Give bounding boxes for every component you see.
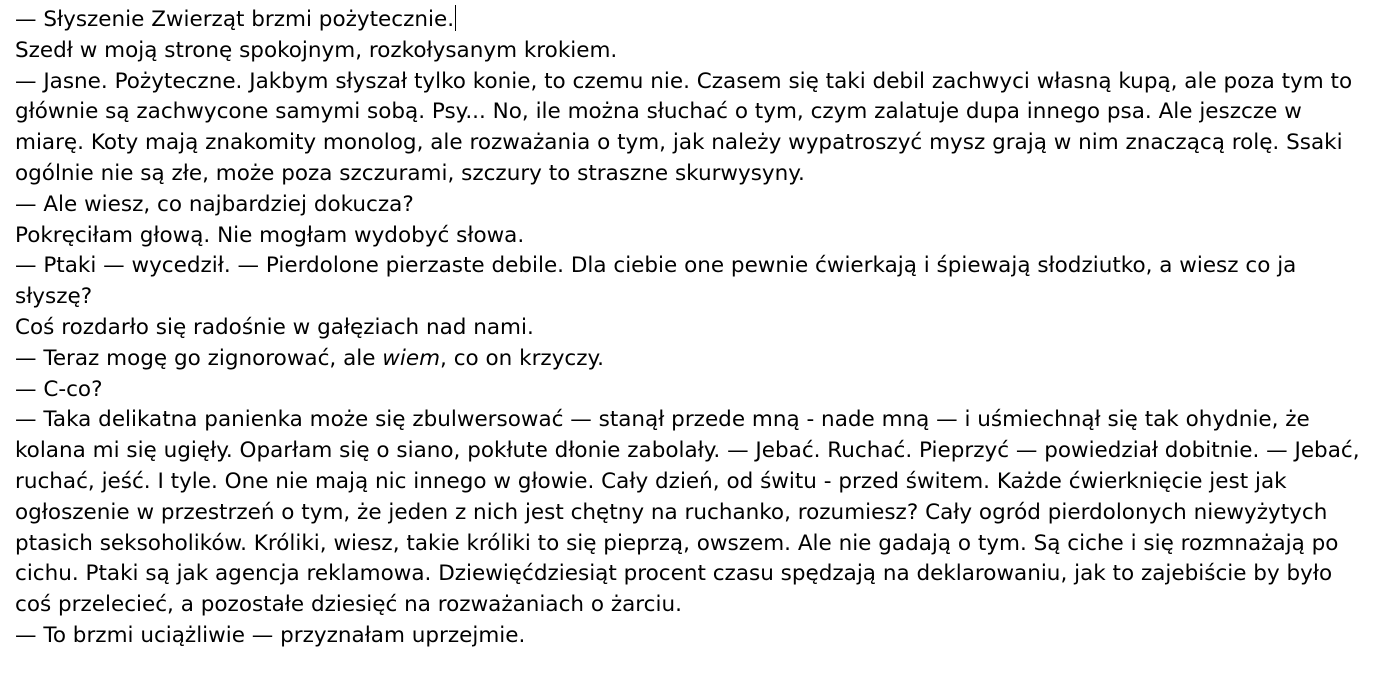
paragraph-text: , co on krzyczy. — [440, 345, 605, 371]
text-cursor — [455, 5, 456, 31]
paragraph — [15, 344, 1374, 375]
paragraph: — To brzmi uciążliwie — przyznałam uprzejmie. — [15, 622, 526, 648]
paragraph-text: — Słyszenie Zwierząt brzmi pożytecznie. — [15, 7, 455, 32]
paragraph: — Taka delikatna panienka może się zbulwersować — stanął przede mną - nade mną — i uśmiechnął się tak ohydnie, że kolana mi się ugięły. Oparłam się o siano, pokłute dłonie zabolały. — Jebać. Ruchać. Pieprzyć — powiedział dobitnie. — Jebać, ruchać, jeść. I tyle. One nie mają nic innego w głowie. Cały dzień, od świtu - przed świtem. Każde ćwierknięcie jest jak ogłoszenie w przestrzeń o tym, że jeden z nich jest chętny na ruchanko, rozumiesz? Cały ogród pierdolonych niewyżytych ptasich seksoholików. Króliki, wiesz, takie króliki to się pieprzą, owszem. Ale nie gadają o tym. Są ciche i się rozmnażają po cichu. Ptaki są jak agencja reklamowa. Dziewięćdziesiąt procent czasu spędzają na deklarowaniu, jak to zajebiście by było coś przelecieć, a pozostałe dziesięć na rozważaniach o żarciu. — [15, 407, 1360, 618]
paragraph: Pokręciłam głową. Nie mogłam wydobyć słowa. — [15, 222, 525, 248]
paragraph — [15, 5, 1374, 36]
paragraph: — C-co? — [15, 376, 103, 402]
emphasized-word: wiem — [382, 345, 441, 371]
paragraph-text: — Teraz mogę go zignorować, ale — [15, 345, 383, 371]
paragraph: — Ptaki — wycedził. — Pierdolone pierzaste debile. Dla ciebie one pewnie ćwierkają i śpiewają słodziutko, a wiesz co ja słyszę? — [15, 253, 1297, 310]
paragraph: — Ale wiesz, co najbardziej dokucza? — [15, 191, 414, 217]
paragraph: Szedł w moją stronę spokojnym, rozkołysanym krokiem. — [15, 37, 618, 63]
paragraph: — Jasne. Pożyteczne. Jakbym słyszał tylko konie, to czemu nie. Czasem się taki debil zachwyci własną kupą, ale poza tym to głównie są zachwycone samymi sobą. Psy... No, ile można słuchać o tym, czym zalatuje dupa innego psa. Ale jeszcze w miarę. Koty mają znakomity monolog, ale rozważania o tym, jak należy wypatroszyć mysz grają w nim znaczącą rolę. Ssaki ogólnie nie są złe, może poza szczurami, szczury to straszne skurwysyny. — [15, 68, 1353, 186]
paragraph: Coś rozdarło się radośnie w gałęziach nad nami. — [15, 314, 534, 340]
